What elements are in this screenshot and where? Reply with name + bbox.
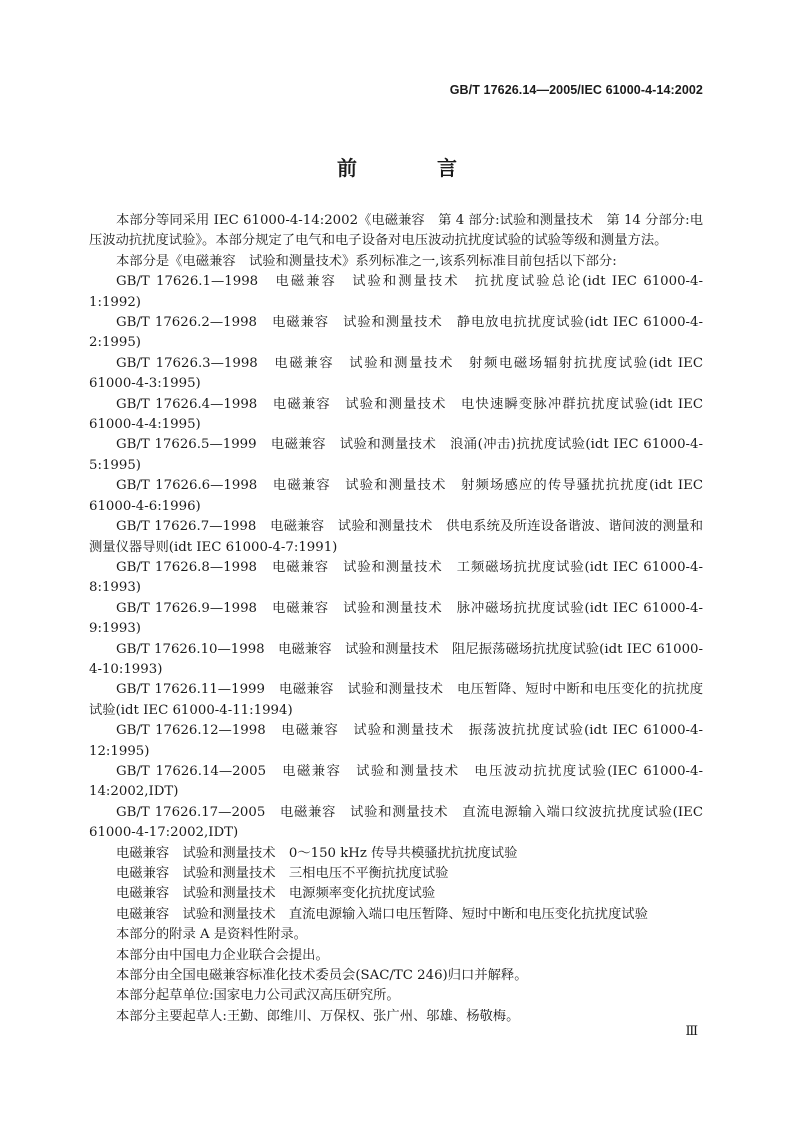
list-item-standard-11: GB/T 17626.11—1999 电磁兼容 试验和测量技术 电压暂降、短时中断和电压变化的抗扰度试验(idt IEC 61000-4-11:1994) xyxy=(89,682,703,718)
list-item-planned-2: 电磁兼容 试验和测量技术 三相电压不平衡抗扰度试验 xyxy=(116,866,449,881)
paragraph-drafting-unit: 本部分起草单位:国家电力公司武汉高压研究所。 xyxy=(116,988,400,1004)
list-item-standard-7: GB/T 17626.7—1998 电磁兼容 试验和测量技术 供电系统及所连设备谐波、谐间波的测量和测量仪器导则(idt IEC 61000-4-7:1991) xyxy=(89,519,703,555)
paragraph-annex: 本部分的附录 A 是资料性附录。 xyxy=(116,927,307,943)
list-item-planned-4: 电磁兼容 试验和测量技术 直流电源输入端口电压暂降、短时中断和电压变化抗扰度试验 xyxy=(116,906,648,922)
page-number: Ⅲ xyxy=(685,1024,698,1039)
paragraph-proposer: 本部分由中国电力企业联合会提出。 xyxy=(116,947,329,963)
paragraph-adoption: 本部分等同采用 IEC 61000-4-14:2002《电磁兼容 第 4 部分:试验和测量技术 第 14 分部分:电压波动抗扰度试验》。本部分规定了电气和电子设备对电压波动抗扰度试验的试验等级和测量方法。 xyxy=(89,213,703,249)
foreword-body xyxy=(89,211,703,1027)
list-item-standard-2: GB/T 17626.2—1998 电磁兼容 试验和测量技术 静电放电抗扰度试验(idt IEC 61000-4-2:1995) xyxy=(89,315,703,351)
list-item-standard-6: GB/T 17626.6—1998 电磁兼容 试验和测量技术 射频场感应的传导骚扰抗扰度(idt IEC 61000-4-6:1996) xyxy=(89,478,703,514)
list-item-standard-17: GB/T 17626.17—2005 电磁兼容 试验和测量技术 直流电源输入端口纹波抗扰度试验(IEC 61000-4-17:2002,IDT) xyxy=(89,804,703,841)
list-item-standard-5: GB/T 17626.5—1999 电磁兼容 试验和测量技术 浪涌(冲击)抗扰度试验(idt IEC 61000-4-5:1995) xyxy=(89,437,703,473)
paragraph-responsible-committee: 本部分由全国电磁兼容标准化技术委员会(SAC/TC 246)归口并解释。 xyxy=(116,968,528,984)
standard-code-header: GB/T 17626.14—2005/IEC 61000-4-14:2002 xyxy=(449,83,703,97)
list-item-standard-10: GB/T 17626.10—1998 电磁兼容 试验和测量技术 阻尼振荡磁场抗扰度试验(idt IEC 61000-4-10:1993) xyxy=(89,641,703,677)
list-item-standard-9: GB/T 17626.9—1998 电磁兼容 试验和测量技术 脉冲磁场抗扰度试验(idt IEC 61000-4-9:1993) xyxy=(89,600,703,637)
list-item-standard-12: GB/T 17626.12—1998 电磁兼容 试验和测量技术 振荡波抗扰度试验(idt IEC 61000-4-12:1995) xyxy=(89,723,703,759)
paragraph-series-intro: 本部分是《电磁兼容 试验和测量技术》系列标准之一,该系列标准目前包括以下部分: xyxy=(116,253,617,269)
page-title: 前 言 xyxy=(337,156,487,180)
list-item-standard-4: GB/T 17626.4—1998 电磁兼容 试验和测量技术 电快速瞬变脉冲群抗扰度试验(idt IEC 61000-4-4:1995) xyxy=(89,396,703,433)
list-item-standard-14: GB/T 17626.14—2005 电磁兼容 试验和测量技术 电压波动抗扰度试验(IEC 61000-4-14:2002,IDT) xyxy=(89,763,703,800)
list-item-standard-1: GB/T 17626.1—1998 电磁兼容 试验和测量技术 抗扰度试验总论(idt IEC 61000-4-1:1992) xyxy=(89,274,703,310)
list-item-standard-3: GB/T 17626.3—1998 电磁兼容 试验和测量技术 射频电磁场辐射抗扰度试验(idt IEC 61000-4-3:1995) xyxy=(89,355,703,392)
paragraph-drafters: 本部分主要起草人:王勤、郎维川、万保权、张广州、邬雄、杨敬梅。 xyxy=(116,1008,520,1024)
list-item-standard-8: GB/T 17626.8—1998 电磁兼容 试验和测量技术 工频磁场抗扰度试验(idt IEC 61000-4-8:1993) xyxy=(89,559,703,596)
list-item-planned-3: 电磁兼容 试验和测量技术 电源频率变化抗扰度试验 xyxy=(116,886,436,902)
list-item-planned-1: 电磁兼容 试验和测量技术 0～150 kHz 传导共模骚扰抗扰度试验 xyxy=(116,845,518,861)
